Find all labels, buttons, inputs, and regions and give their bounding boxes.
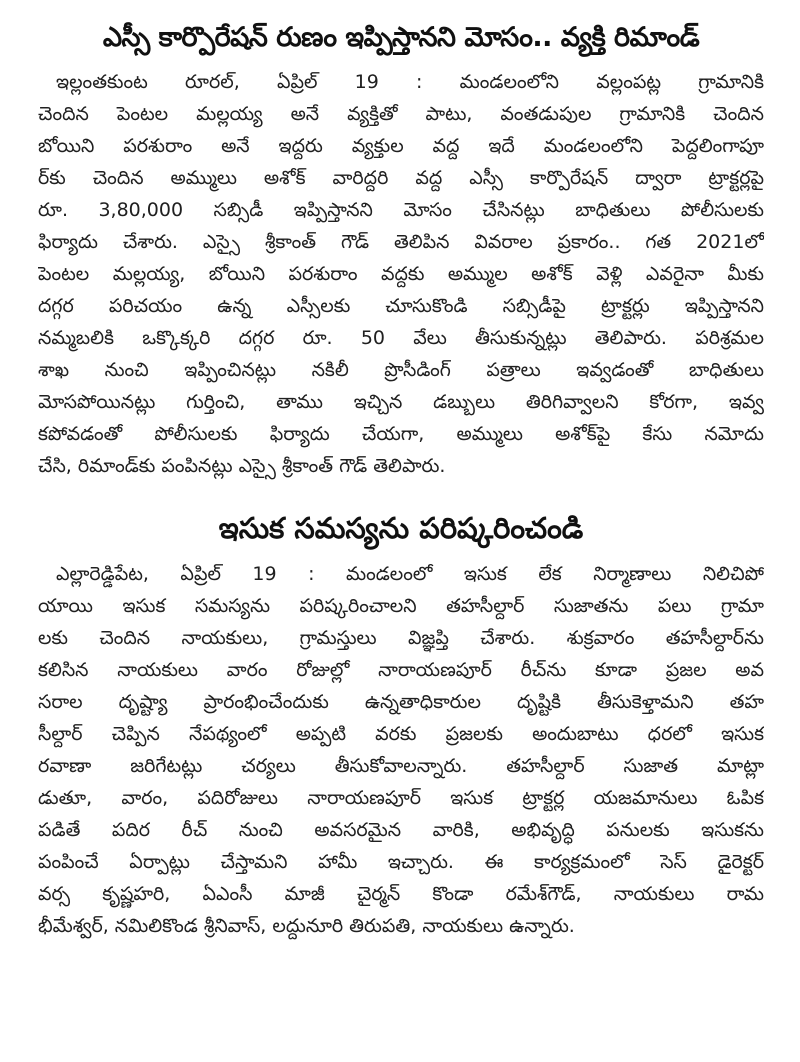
article-1-line: రూ. 3,80,000 సబ్సిడీ ఇప్పిస్తానని మోసం చేసినట్లు బాధితులు పోలీసులకు <box>38 199 764 221</box>
article-1-line: చేసి, రిమాండ్‌కు పంపినట్లు ఎస్సై శ్రీకాంత్ గౌడ్ తెలిపారు. <box>38 455 446 477</box>
article-1-headline: ఎస్సీ కార్పొరేషన్ రుణం ఇప్పిస్తానని మోసం.. వ్యక్తి రిమాండ్ <box>102 22 700 53</box>
article-1-body <box>38 66 764 482</box>
article-2-line: వర్స కృష్ణహరి, ఏఎంసీ మాజీ చైర్మన్ కొండా రమేశ్‌గౌడ్, నాయకులు రామ <box>38 883 764 905</box>
article-2-line: భీమేశ్వర్, నమిలికొండ శ్రీనివాస్, లద్దునూరి తిరుపతి, నాయకులు ఉన్నారు. <box>38 915 575 937</box>
article-2-line: ఎల్లారెడ్డిపేట, ఏప్రిల్ 19 : మండలంలో ఇసుక లేక నిర్మాణాలు నిలిచిపో <box>56 563 764 585</box>
article-2-headline: ఇసుక సమస్యను పరిష్కరించండి <box>218 511 584 545</box>
article-2-body <box>38 558 764 942</box>
article-1-line: కపోవడంతో పోలీసులకు ఫిర్యాదు చేయగా, అమ్ములు అశోక్‌పై కేసు నమోదు <box>38 423 764 445</box>
newspaper-clipping <box>38 18 764 942</box>
article-2-line: పంపించే ఏర్పాట్లు చేస్తామని హామీ ఇచ్చారు. ఈ కార్యక్రమంలో సెస్ డైరెక్టర్ <box>38 851 764 873</box>
article-2-line: పడితే పదిర రీచ్ నుంచి అవసరమైన వారికి, అభివృద్ధి పనులకు ఇసుకను <box>38 819 764 841</box>
article-1-line: బోయిని పరశురాం అనే ఇద్దరు వ్యక్తుల వద్ద ఇదే మండలంలోని పెద్దలింగాపూ <box>38 135 764 157</box>
article-2-line: యాయి ఇసుక సమస్యను పరిష్కరించాలని తహసీల్దార్ సుజాతను పలు గ్రామా <box>38 595 764 617</box>
article-2-line: రవాణా జరిగేటట్లు చర్యలు తీసుకోవాలన్నారు. తహసీల్దార్ సుజాత మాట్లా <box>38 755 764 777</box>
article-1-line: ఫిర్యాదు చేశారు. ఎస్సై శ్రీకాంత్ గౌడ్ తెలిపిన వివరాల ప్రకారం.. గత 2021లో <box>38 231 764 253</box>
article-2-line: సీల్దార్ చెప్పిన నేపథ్యంలో అప్పటి వరకు ప్రజలకు అందుబాటు ధరలో ఇసుక <box>38 723 764 745</box>
article-1-line: దగ్గర పరిచయం ఉన్న ఎస్సీలకు చూసుకొండి సబ్సిడీపై ట్రాక్టర్లు ఇప్పిస్తానని <box>38 295 764 317</box>
article-1-line: ర్‌కు చెందిన అమ్ములు అశోక్ వారిద్దరి వద్ద ఎస్సీ కార్పొరేషన్ ద్వారా ట్రాక్టర్లపై <box>38 167 764 189</box>
article-1-line: నమ్మబలికి ఒక్కొక్కరి దగ్గర రూ. 50 వేలు తీసుకున్నట్లు తెలిపారు. పరిశ్రమల <box>38 327 764 349</box>
article-1-line: పెంటల మల్లయ్య, బోయిని పరశురాం వద్దకు అమ్ముల అశోక్ వెళ్లి ఎవరైనా మీకు <box>38 263 764 285</box>
article-1-line: మోసపోయినట్లు గుర్తించి, తాము ఇచ్చిన డబ్బులు తిరిగివ్వాలని కోరగా, ఇవ్వ <box>38 391 764 413</box>
article-2-line: లకు చెందిన నాయకులు, గ్రామస్తులు విజ్ఞప్తి చేశారు. శుక్రవారం తహసీల్దార్‌ను <box>38 627 764 649</box>
article-2-line: సరాల దృష్ట్యా ప్రారంభించేందుకు ఉన్నతాధికారుల దృష్టికి తీసుకెళ్తామని తహ <box>38 691 764 713</box>
article-2-line: డుతూ, వారం, పదిరోజులు నారాయణపూర్ ఇసుక ట్రాక్టర్ల యజమానులు ఓపిక <box>38 787 764 809</box>
article-1-line: చెందిన పెంటల మల్లయ్య అనే వ్యక్తితో పాటు, వంతడుపుల గ్రామానికి చెందిన <box>38 103 764 125</box>
article-1-line: శాఖ నుంచి ఇప్పించినట్లు నకిలీ ప్రొసీడింగ్ పత్రాలు ఇవ్వడంతో బాధితులు <box>38 359 764 381</box>
article-2-line: కలిసిన నాయకులు వారం రోజుల్లో నారాయణపూర్ రీచ్‌ను కూడా ప్రజల అవ <box>38 659 764 681</box>
article-1-line: ఇల్లంతకుంట రూరల్, ఏప్రిల్ 19 : మండలంలోని వల్లంపట్ల గ్రామానికి <box>56 71 764 93</box>
